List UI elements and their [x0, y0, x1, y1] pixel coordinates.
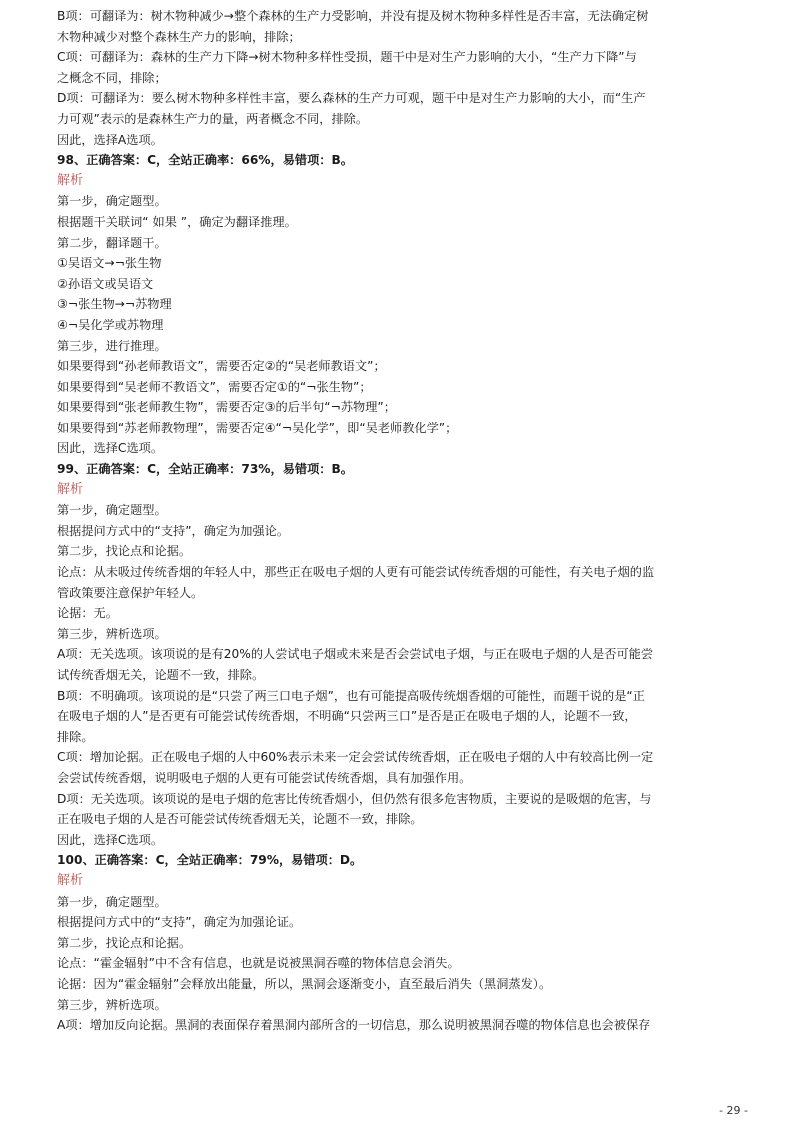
text-line: 力可观”表示的是森林生产力的量，两者概念不同，排除。: [57, 111, 369, 126]
text-line: 第三步，进行推理。: [57, 338, 167, 353]
text-line: 因此，选择C选项。: [57, 832, 164, 847]
text-line: 根据提问方式中的“支持”，确定为加强论。: [57, 523, 290, 538]
answer-heading: 99、正确答案：C，全站正确率：73%，易错项：B。: [57, 462, 353, 477]
text-line: ②孙语文或吴语文: [57, 276, 154, 291]
analysis-label: 解析: [57, 872, 84, 888]
text-line: B项：不明确项。该项说的是“只尝了两三口电子烟”，也有可能提高吸传统烟香烟的可能性，而题干说的是“正: [57, 688, 645, 703]
analysis-label: 解析: [57, 172, 84, 188]
answer-heading: 100、正确答案：C，全站正确率：79%，易错项：D。: [57, 853, 363, 868]
text-line: 第一步，确定题型。: [57, 194, 167, 209]
text-line: C项：可翻译为：森林的生产力下降→树木物种多样性受损，题干中是对生产力影响的大小，“生产力下降”与: [57, 50, 637, 65]
text-line: ①吴语文→¬张生物: [57, 256, 162, 271]
text-line: ④¬吴化学或苏物理: [57, 317, 164, 332]
text-line: 第三步，辨析选项。: [57, 997, 167, 1012]
text-line: D项：无关选项。该项说的是电子烟的危害比传统香烟小，但仍然有很多危害物质，主要说的是吸烟的危害，与: [57, 791, 652, 806]
text-line: 第三步，辨析选项。: [57, 626, 167, 641]
text-line: B项：可翻译为：树木物种减少→整个森林的生产力受影响，并没有提及树木物种多样性是否丰富，无法确定树: [57, 9, 649, 23]
text-line: 第二步，找论点和论据。: [57, 935, 192, 950]
text-line: 根据提问方式中的“支持”，确定为加强论证。: [57, 915, 302, 930]
page-number: - 29 -: [719, 1104, 748, 1117]
text-line: 正在吸电子烟的人是否可能尝试传统香烟无关，论题不一致，排除。: [57, 812, 423, 827]
text-line: 排除。: [57, 729, 94, 744]
text-line: 如果要得到“吴老师不教语文”，需要否定①的“¬张生物”；: [57, 379, 372, 394]
text-line: 因此，选择C选项。: [57, 441, 164, 456]
document-body: [57, 6, 757, 1036]
text-line: 如果要得到“张老师教生物”，需要否定③的后半句“¬苏物理”；: [57, 400, 396, 415]
text-line: 第一步，确定题型。: [57, 894, 167, 909]
text-line: 根据题干关联词“ 如果 ”，确定为翻译推理。: [57, 214, 297, 229]
text-line: 试传统香烟无关，论题不一致，排除。: [57, 668, 265, 682]
text-line: A项：增加反向论据。黑洞的表面保存着黑洞内部所含的一切信息，那么说明被黑洞吞噬的物体信息也会被保存: [57, 1018, 651, 1033]
answer-heading: 98、正确答案：C，全站正确率：66%，易错项：B。: [57, 153, 353, 168]
text-line: 管政策要注意保护年轻人。: [57, 585, 204, 600]
text-line: 木物种减少对整个森林生产力的影响，排除；: [57, 29, 301, 44]
text-line: 论点：从未吸过传统香烟的年轻人中，那些正在吸电子烟的人更有可能尝试传统香烟的可能性，有关电子烟的监: [57, 565, 655, 580]
text-line: 因此，选择A选项。: [57, 132, 163, 147]
analysis-label: 解析: [57, 481, 84, 497]
text-line: 第二步，翻译题干。: [57, 235, 167, 250]
text-line: 论据：无。: [57, 606, 118, 621]
text-line: 第一步，确定题型。: [57, 503, 167, 518]
text-line: ③¬张生物→¬苏物理: [57, 297, 172, 312]
text-line: A项：无关选项。该项说的是有20%的人尝试电子烟或未来是否会尝试电子烟，与正在吸电子烟的人是否可能尝: [57, 647, 654, 662]
text-line: 论据：因为“霍金辐射”会释放出能量，所以，黑洞会逐渐变小，直至最后消失（黑洞蒸发）。: [57, 976, 552, 991]
text-line: 如果要得到“孙老师教语文”，需要否定②的“吴老师教语文”；: [57, 359, 386, 374]
text-line: C项：增加论据。正在吸电子烟的人中60%表示未来一定会尝试传统香烟，正在吸电子烟的人中有较高比例一定: [57, 750, 654, 765]
text-line: 论点：“霍金辐射”中不含有信息，也就是说被黑洞吞噬的物体信息会消失。: [57, 956, 460, 971]
text-line: 在吸电子烟的人”是否更有可能尝试传统香烟，不明确“只尝两三口”是否是正在吸电子烟的人，论题不一致，: [57, 709, 637, 724]
text-line: 第二步，找论点和论据。: [57, 544, 192, 559]
text-line: D项：可翻译为：要么树木物种多样性丰富，要么森林的生产力可观，题干中是对生产力影响的大小，而“生产: [57, 91, 646, 106]
text-line: 会尝试传统香烟，说明吸电子烟的人更有可能尝试传统香烟，具有加强作用。: [57, 770, 472, 785]
text-line: 如果要得到“苏老师教物理”，需要否定④“¬吴化学”，即“吴老师教化学”；: [57, 420, 458, 435]
text-line: 之概念不同，排除；: [57, 70, 167, 85]
